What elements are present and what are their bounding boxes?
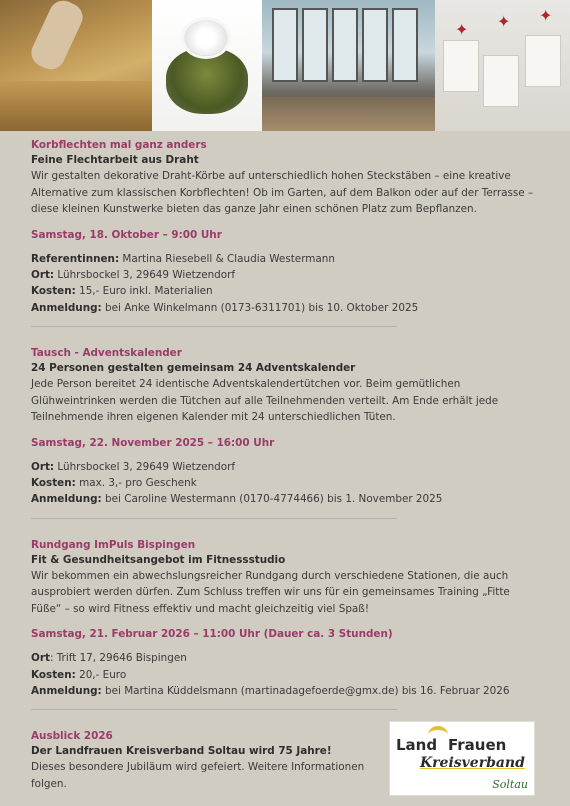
- logo-kreisverband: Kreisverband: [420, 755, 525, 771]
- event-detail-cost: Kosten: max. 3,- pro Geschenk: [31, 477, 197, 490]
- event-description: Jede Person bereitet 24 identische Adventskalendertütchen vor. Beim gemütlichen Glühweintrinken werden die Tütchen auf alle Teilnehmenden verteilt. Am Ende erhält jede Teilnehmende ihren eigenen Kalender mit 24 unterschiedlichen Tüten.: [31, 377, 499, 424]
- event-detail-cost: Kosten: 20,- Euro: [31, 668, 127, 681]
- event-detail-location: Ort: Trift 17, 29646 Bispingen: [31, 652, 187, 665]
- event-date: Samstag, 22. November 2025 – 16:00 Uhr: [31, 436, 275, 449]
- event-detail-registration: Anmeldung: bei Martina Küddelsmann (martinadagefoerde@gmx.de) bis 16. Februar 2026: [31, 685, 510, 698]
- outlook-title: Ausblick 2026: [31, 730, 113, 743]
- event-date: Samstag, 21. Februar 2026 – 11:00 Uhr (Dauer ca. 3 Stunden): [31, 628, 393, 641]
- event-section: [31, 346, 539, 519]
- event-subtitle: 24 Personen gestalten gemeinsam 24 Adventskalender: [31, 361, 356, 374]
- event-detail-location: Ort: Lührsbockel 3, 29649 Wietzendorf: [31, 460, 236, 473]
- event-list: [31, 138, 539, 793]
- section-divider: [31, 518, 397, 519]
- outlook-description: Dieses besondere Jubiläum wird gefeiert. Weitere Informationen folgen.: [31, 761, 365, 790]
- event-title: Rundgang ImPuls Bispingen: [31, 538, 196, 551]
- event-detail-registration: Anmeldung: bei Anke Winkelmann (0173-6311701) bis 10. Oktober 2025: [31, 301, 419, 314]
- event-title: Tausch - Adventskalender: [31, 346, 182, 359]
- photo-mud-walking: [0, 0, 152, 131]
- event-section: [31, 538, 539, 711]
- event-detail-registration: Anmeldung: bei Caroline Westermann (0170-4774466) bis 1. November 2025: [31, 493, 443, 506]
- logo-soltau: Soltau: [492, 778, 528, 791]
- event-subtitle: Fit & Gesundheitsangebot im Fitnessstudio: [31, 553, 286, 566]
- header-photo-strip: [0, 0, 570, 131]
- landfrauen-logo: [389, 721, 535, 796]
- event-detail-speakers: Referentinnen: Martina Riesebell & Claudia Westermann: [31, 252, 335, 265]
- event-section: [31, 138, 539, 327]
- event-date: Samstag, 18. Oktober – 9:00 Uhr: [31, 228, 222, 241]
- event-subtitle: Feine Flechtarbeit aus Draht: [31, 154, 199, 166]
- outlook-section: [31, 729, 381, 792]
- event-title: Korbflechten mal ganz anders: [31, 139, 207, 151]
- photo-fitness-studio: [262, 0, 435, 131]
- outlook-subtitle: Der Landfrauen Kreisverband Soltau wird 75 Jahre!: [31, 745, 332, 758]
- event-description: Wir bekommen ein abwechslungsreicher Rundgang durch verschiedene Stationen, die auch ausprobiert werden dürfen. Zum Schluss treffen wir uns für ein gemeinsames Training „Fitte Füße“ – so wird Fitness effektiv und macht gleichzeitig viel Spaß!: [31, 569, 510, 615]
- photo-advent-bags: ✦ ✦ ✦: [435, 0, 570, 131]
- event-description: Wir gestalten dekorative Draht-Körbe auf unterschiedlich hohen Steckstäben – eine kreative Alternative zum klassischen Korbflechten! Ob im Garten, auf dem Balkon oder auf der Terrasse – diese kleinen Kunstwerke bieten das ganze Jahr einen schönen Platz zum Bepflanzen.: [31, 170, 534, 216]
- logo-word-land: Land: [396, 736, 438, 754]
- logo-word-frauen: Frauen: [448, 736, 507, 754]
- event-detail-location: Ort: Lührsbockel 3, 29649 Wietzendorf: [31, 269, 236, 282]
- photo-wire-basket: [152, 0, 262, 131]
- section-divider: [31, 326, 397, 327]
- section-divider: [31, 709, 397, 710]
- event-detail-cost: Kosten: 15,- Euro inkl. Materialien: [31, 285, 213, 298]
